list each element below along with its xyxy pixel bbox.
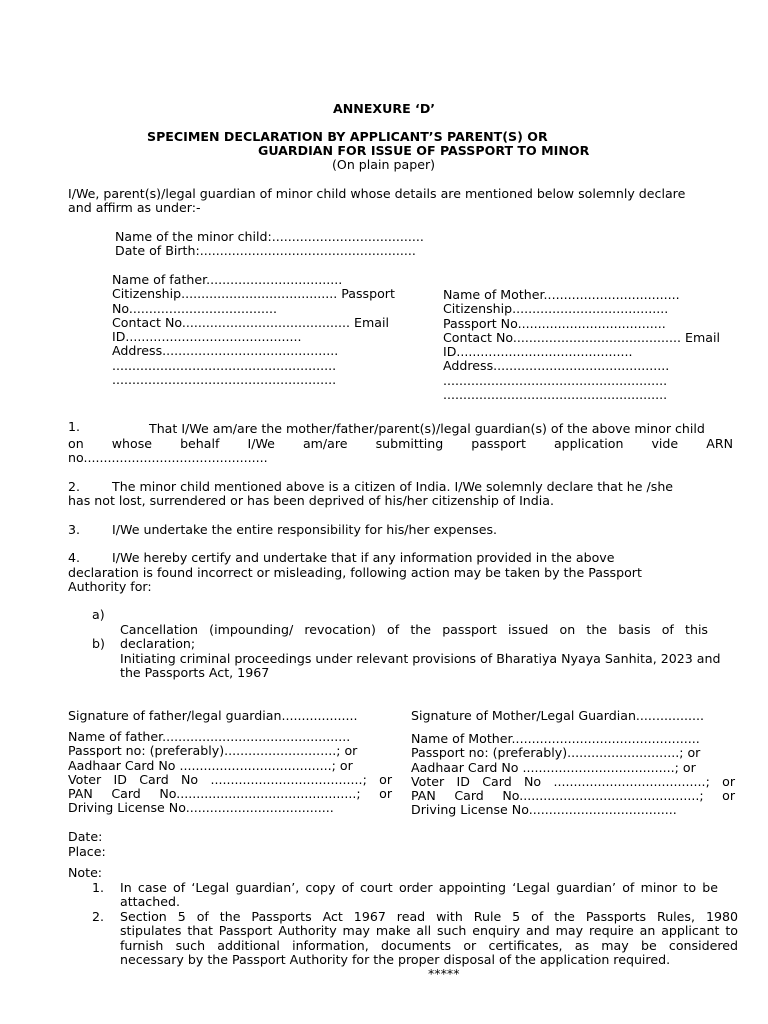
action-a-line-1: Cancellation (impounding/ revocation) of the passport issued on the basis of this [120,622,708,637]
mother-details-block [443,288,743,402]
mother-passport-field: Passport No..................................... [443,315,666,331]
father-email-field: ID............................................ [112,329,302,345]
clause-1-line-2: on whose behalf I/We am/are submitting passport application vide ARN [68,436,733,451]
mother-citizenship-field: Citizenship....................................... [443,301,669,317]
annexure-heading: ANNEXURE ‘D’ [333,101,436,116]
action-a-line-2: declaration; [120,636,196,651]
father-sign-aadhaar: Aadhaar Card No ......................................; or [68,757,353,773]
intro-line-2: and affirm as under:- [68,200,201,215]
note-1-line-2: attached. [120,894,180,909]
mother-contact-field: Contact No.......................................... Email [443,329,720,345]
father-details-block [112,273,417,387]
mother-email-field: ID............................................ [443,344,633,360]
title-line-1: SPECIMEN DECLARATION BY APPLICANT’S PARENT(S) OR [147,129,548,144]
father-sign-passport: Passport no: (preferably)............................; or [68,743,358,759]
mother-sign-driving: Driving License No..................................... [411,802,677,818]
mother-address-line: ........................................................ [443,387,668,403]
father-sign-voter: Voter ID Card No ......................................; or [68,771,392,787]
action-b-line-2: the Passports Act, 1967 [120,665,270,680]
note-2-line-3: furnish such additional information, documents or certificates, as may be considered [120,938,738,953]
clause-2-line-1: 2. The minor child mentioned above is a citizen of India. I/We solemnly declare that he /she [68,479,674,494]
clause-4-line-1: 4. I/We hereby certify and undertake that if any information provided in the above [68,550,615,565]
clause-1-line-1: That I/We am/are the mother/father/parent(s)/legal guardian(s) of the above minor child [149,421,705,436]
note-2-line-1: Section 5 of the Passports Act 1967 read with Rule 5 of the Passports Rules, 1980 [120,909,738,924]
intro-line-1: I/We, parent(s)/legal guardian of minor child whose details are mentioned below solemnly declare [68,186,686,201]
action-a-label: a) [92,607,105,622]
end-mark: ***** [428,966,460,981]
child-dob-field: Date of Birth:...................................................... [115,243,416,258]
father-signature-line: Signature of father/legal guardian................... [68,708,358,723]
father-sign-pan: PAN Card No.............................................; or [68,786,392,802]
note-label: Note: [68,865,103,880]
place-label: Place: [68,844,106,859]
father-contact-field: Contact No.......................................... Email [112,314,389,330]
mother-sign-aadhaar: Aadhaar Card No ......................................; or [411,759,696,775]
mother-id-block [411,732,735,818]
father-address-field: Address............................................ [112,343,339,359]
date-label: Date: [68,829,103,844]
note-2-line-4: necessary by the Passport Authority for the proper disposal of the application required. [120,952,671,967]
note-1-number: 1. [92,880,105,895]
father-sign-name: Name of father............................................... [68,729,351,744]
mother-sign-name: Name of Mother............................................... [411,731,700,746]
clause-1-number: 1. [68,419,81,434]
title-line-2: GUARDIAN FOR ISSUE OF PASSPORT TO MINOR [258,143,590,158]
father-id-block [68,730,392,816]
child-name-field: Name of the minor child:...................................... [115,229,424,244]
note-2-line-2: stipulates that Passport Authority may make all such enquiry and may require an applicant to [120,923,738,938]
action-b-label: b) [92,636,105,651]
father-name-field: Name of father.................................. [112,272,343,287]
father-citizenship-field: Citizenship....................................... Passport [112,286,395,302]
clause-2-line-2: has not lost, surrendered or has been deprived of his/her citizenship of India. [68,493,554,508]
action-b-line-1: Initiating criminal proceedings under relevant provisions of Bharatiya Nyaya Sanhita, 2023 and [120,651,721,666]
father-sign-driving: Driving License No..................................... [68,800,334,816]
mother-sign-voter: Voter ID Card No ......................................; or [411,773,735,789]
father-address-line: ........................................................ [112,372,337,388]
mother-signature-line: Signature of Mother/Legal Guardian................. [411,708,704,723]
mother-address-field: Address............................................ [443,358,670,374]
note-2-number: 2. [92,909,105,924]
clause-1-line-3: no.............................................. [68,450,268,465]
mother-sign-passport: Passport no: (preferably)............................; or [411,745,701,761]
father-passport-field: No..................................... [112,300,278,316]
clause-4-line-3: Authority for: [68,579,152,594]
subtitle: (On plain paper) [332,157,436,172]
mother-address-line: ........................................................ [443,372,668,388]
clause-3: 3. I/We undertake the entire responsibility for his/her expenses. [68,522,498,537]
father-address-line: ........................................................ [112,357,337,373]
clause-4-line-2: declaration is found incorrect or misleading, following action may be taken by the Passport [68,565,642,580]
note-1-line-1: In case of ‘Legal guardian’, copy of court order appointing ‘Legal guardian’ of minor to be [120,880,718,895]
mother-name-field: Name of Mother.................................. [443,287,680,302]
mother-sign-pan: PAN Card No.............................................; or [411,788,735,804]
